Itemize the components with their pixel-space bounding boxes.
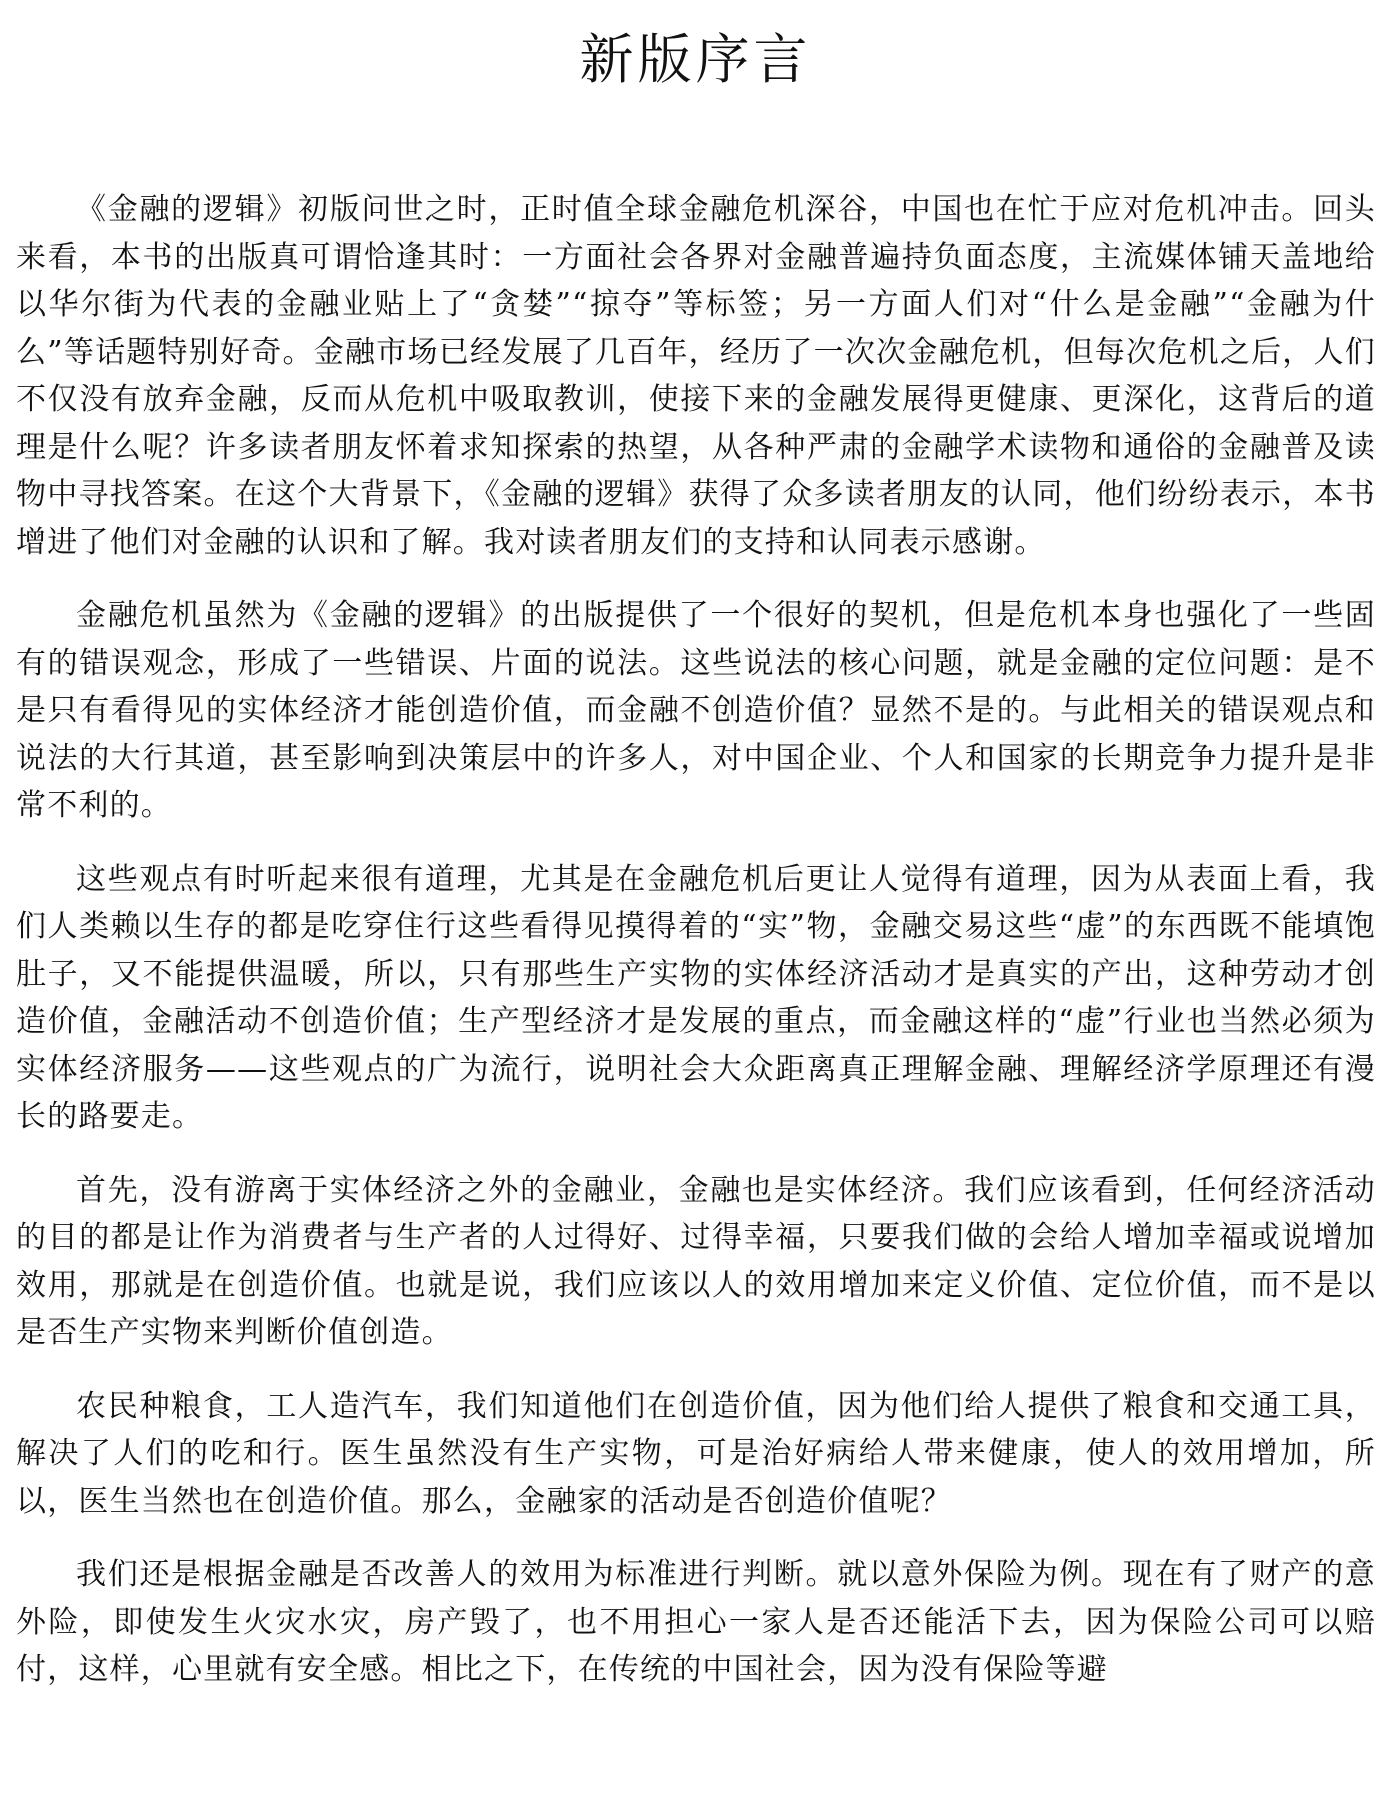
paragraph: 我们还是根据金融是否改善人的效用为标准进行判断。就以意外保险为例。现在有了财产的意外险，即使发生火灾水灾，房产毁了，也不用担心一家人是否还能活下去，因为保险公司可以赔付，这样，心里就有安全感。相比之下，在传统的中国社会，因为没有保险等避 [16,1557,1376,1687]
paragraph: 首先，没有游离于实体经济之外的金融业，金融也是实体经济。我们应该看到，任何经济活动的目的都是让作为消费者与生产者的人过得好、过得幸福，只要我们做的会给人增加幸福或说增加效用，那就是在创造价值。也就是说，我们应该以人的效用增加来定义价值、定位价值，而不是以是否生产实物来判断价值创造。 [16,1172,1376,1350]
paragraph: 金融危机虽然为《金融的逻辑》的出版提供了一个很好的契机，但是危机本身也强化了一些固有的错误观念，形成了一些错误、片面的说法。这些说法的核心问题，就是金融的定位问题：是不是只有看得见的实体经济才能创造价值，而金融不创造价值？显然不是的。与此相关的错误观点和说法的大行其道，甚至影响到决策层中的许多人，对中国企业、个人和国家的长期竞争力提升是非常不利的。 [16,598,1376,823]
paragraph: 《金融的逻辑》初版问世之时，正时值全球金融危机深谷，中国也在忙于应对危机冲击。回头来看，本书的出版真可谓恰逢其时：一方面社会各界对金融普遍持负面态度，主流媒体铺天盖地给以华尔街为代表的金融业贴上了“贪婪”“掠夺”等标签；另一方面人们对“什么是金融”“金融为什么”等话题特别好奇。金融市场已经发展了几百年，经历了一次次金融危机，但每次危机之后，人们不仅没有放弃金融，反而从危机中吸取教训，使接下来的金融发展得更健康、更深化，这背后的道理是什么呢？许多读者朋友怀着求知探索的热望，从各种严肃的金融学术读物和通俗的金融普及读物中寻找答案。在这个大背景下，《金融的逻辑》获得了众多读者朋友的认同，他们纷纷表示，本书增进了他们对金融的认识和了解。我对读者朋友们的支持和认同表示感谢。 [16,192,1376,560]
paragraph: 农民种粮食，工人造汽车，我们知道他们在创造价值，因为他们给人提供了粮食和交通工具，解决了人们的吃和行。医生虽然没有生产实物，可是治好病给人带来健康，使人的效用增加，所以，医生当然也在创造价值。那么，金融家的活动是否创造价值呢？ [16,1388,1376,1519]
paragraph: 这些观点有时听起来很有道理，尤其是在金融危机后更让人觉得有道理，因为从表面上看，我们人类赖以生存的都是吃穿住行这些看得见摸得着的“实”物，金融交易这些“虚”的东西既不能填饱肚子，又不能提供温暖，所以，只有那些生产实物的实体经济活动才是真实的产出，这种劳动才创造价值，金融活动不创造价值；生产型经济才是发展的重点，而金融这样的“虚”行业也当然必须为实体经济服务——这些观点的广为流行，说明社会大众距离真正理解金融、理解经济学原理还有漫长的路要走。 [16,861,1376,1134]
document-body [16,186,1376,1720]
page-title: 新版序言 [579,28,812,91]
